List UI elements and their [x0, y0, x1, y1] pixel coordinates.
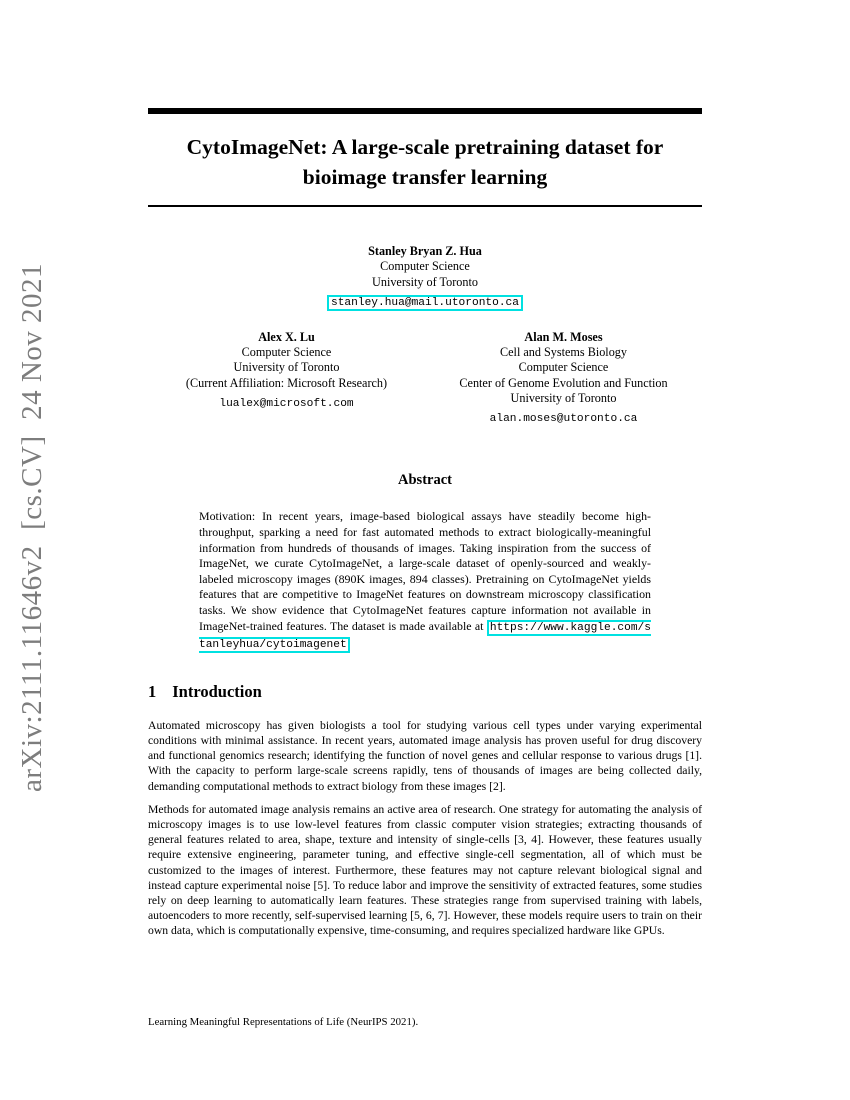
section-title: Introduction [172, 681, 262, 701]
author-affiliation: University of Toronto [510, 391, 617, 406]
author-affiliation: (Current Affiliation: Microsoft Research) [185, 375, 388, 390]
author-email[interactable]: lualex@microsoft.com [219, 398, 354, 411]
author-name: Alan M. Moses [524, 329, 603, 344]
venue-footnote: Learning Meaningful Representations of Life (NeurIPS 2021). [148, 1016, 419, 1028]
author-block-moses [425, 330, 702, 428]
section-number: 1 [148, 681, 157, 701]
abstract-heading: Abstract [398, 472, 452, 489]
abstract-text [199, 509, 651, 653]
arxiv-watermark: arXiv:2111.11646v2 [cs.CV] 24 Nov 2021 [16, 262, 48, 792]
section-heading-introduction [148, 682, 702, 702]
author-affiliation: Computer Science [380, 259, 470, 274]
intro-paragraph-2: Methods for automated image analysis remains an active area of research. One strategy for automating the analysis of microscopy images is to use low-level features from classic computer vision strategies; extracting thousands of general features related to area, shape, texture and intensity of single-cells [3, 4]. However, these features usually require extensive engineering, parameter tuning, and effective single-cell segmentation, all of which must be customized to the images of interest. Furthermore, these features may not capture relevant biological signal and instead capture experimental noise [5]. To reduce labor and improve the sensitivity of extracted features, some studies rely on deep learning to automatically learn features. These strategies range from supervised training with labels, autoencoders to more recently, self-supervised learning [5, 6, 7]. However, these models require users to train on their own data, which is computationally expensive, time-consuming, and requires specialized hardware like GPUs. [148, 802, 702, 938]
dataset-url-link[interactable]: https://www.kaggle.com/stanleyhua/cytoimagenet [199, 621, 651, 652]
paper-content [148, 108, 702, 939]
title-rule-bottom [148, 205, 702, 207]
author-block-lu [148, 330, 425, 428]
author-affiliation: University of Toronto [372, 274, 478, 289]
author-affiliation: University of Toronto [233, 360, 340, 375]
author-block-hua [148, 244, 702, 312]
abstract-body-text: Motivation: In recent years, image-based biological assays have steadily become high-throughput, sparking a need for fast automated methods to extract biologically-meaningful information from hundreds of thousands of images. Taking inspiration from the success of ImageNet, we curate CytoImageNet, a large-scale dataset of openly-sourced and weakly-labeled microscopy images (890K images, 894 classes). Pretraining on CytoImageNet yields features that are competitive to ImageNet features on downstream microscopy classification tasks. We show evidence that CytoImageNet features capture information not available in ImageNet-trained features. The dataset is made available at [199, 509, 651, 633]
author-affiliation: Cell and Systems Biology [500, 345, 627, 360]
author-affiliation: Center of Genome Evolution and Function [459, 375, 668, 390]
author-row [148, 330, 702, 428]
intro-paragraph-1: Automated microscopy has given biologists a tool for studying various cell types under varying experimental conditions with minimal assistance. In recent years, automated image analysis has proven useful for drug discovery and functional genomics research; identifying the function of novel genes and cellular response to various drugs [1]. With the capacity to perform large-scale screens rapidly, tens of thousands of images are being collected daily, demanding computational methods to extract biology from these images [2]. [148, 718, 702, 793]
title-rule-top [148, 108, 702, 114]
paper-title: CytoImageNet: A large-scale pretraining dataset for bioimage transfer learning [186, 135, 664, 189]
author-email-link[interactable]: stanley.hua@mail.utoronto.ca [327, 295, 523, 311]
author-email[interactable]: alan.moses@utoronto.ca [489, 413, 638, 426]
author-affiliation: Computer Science [241, 345, 332, 360]
author-name: Stanley Bryan Z. Hua [368, 244, 482, 258]
author-name: Alex X. Lu [258, 329, 315, 344]
author-affiliation: Computer Science [518, 360, 609, 375]
